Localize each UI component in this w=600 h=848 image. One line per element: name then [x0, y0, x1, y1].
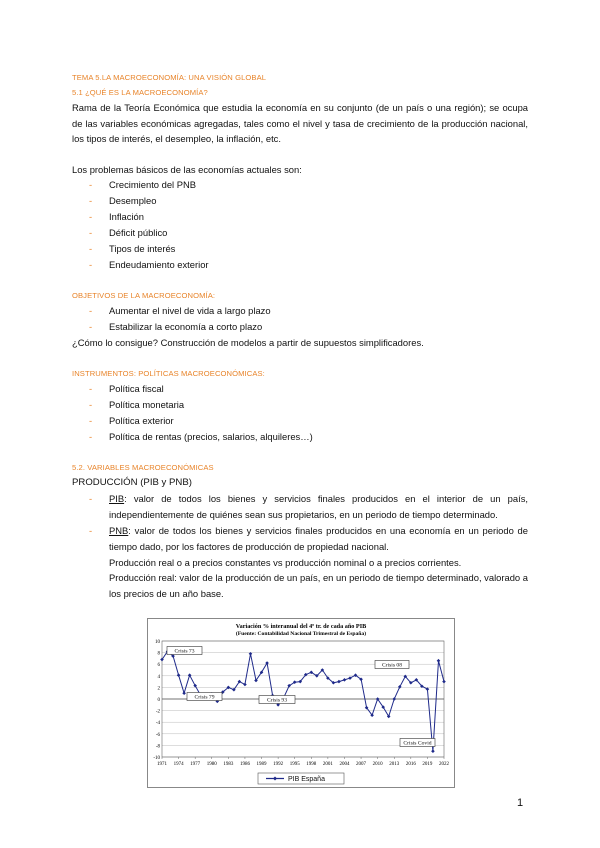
- x-tick-label: 1980: [206, 762, 217, 767]
- production-heading: PRODUCCIÓN (PIB y PNB): [72, 476, 192, 488]
- production-list: [72, 491, 528, 555]
- list-item: - Déficit público: [89, 227, 168, 239]
- list-item: - Aumentar el nivel de vida a largo plazo: [89, 305, 271, 317]
- data-point: [188, 673, 192, 677]
- y-tick-label: -6: [155, 732, 160, 738]
- list-item: - Desempleo: [89, 195, 157, 207]
- chart-subtitle: (Fuente: Contabilidad Nacional Trimestral de España): [235, 631, 367, 637]
- x-tick-label: 2004: [339, 762, 350, 767]
- x-tick-label: 1971: [157, 762, 167, 767]
- instruments-list: [72, 381, 528, 445]
- document-title: TEMA 5.LA MACROECONOMÍA: UNA VISIÓN GLOBAL: [72, 73, 267, 82]
- data-point: [243, 683, 247, 687]
- legend-label: PIB España: [288, 776, 325, 783]
- x-tick-label: 2022: [439, 762, 449, 767]
- data-point: [392, 697, 396, 701]
- x-tick-label: 1974: [173, 762, 184, 767]
- y-tick-label: -8: [155, 744, 160, 750]
- list-item: - Tipos de interés: [89, 243, 176, 255]
- how-paragraph: ¿Cómo lo consigue? Construcción de modelos a partir de supuestos simplificadores.: [72, 337, 424, 349]
- annotation-label: Crisis Covid: [403, 740, 432, 747]
- real-nominal-paragraph: Producción real o a precios constantes vs producción nominal o a precios corrientes.: [109, 556, 462, 568]
- list-item: - Crecimiento del PNB: [89, 179, 197, 191]
- real-definition-paragraph: Producción real: valor de la producción de un país, en un periodo de tiempo determinado, valorado a los precios de un año base.: [109, 572, 528, 599]
- y-tick-label: -2: [155, 709, 160, 715]
- data-point: [437, 659, 441, 663]
- section-5-1-heading: 5.1 ¿QUÉ ES LA MACROECONOMÍA?: [72, 88, 208, 97]
- data-point: [431, 749, 435, 753]
- y-tick-label: 0: [157, 698, 160, 703]
- y-tick-label: 8: [157, 651, 160, 657]
- list-item: - Política monetaria: [89, 398, 185, 410]
- x-tick-label: 1986: [239, 762, 250, 767]
- list-item: - Política fiscal: [89, 382, 164, 394]
- data-point: [343, 678, 347, 682]
- x-tick-label: 1983: [223, 762, 234, 767]
- data-point: [337, 680, 341, 684]
- section-5-2-heading: 5.2. VARIABLES MACROECONÓMICAS: [72, 462, 214, 472]
- x-tick-label: 1989: [256, 762, 267, 767]
- problems-intro: Los problemas básicos de las economías actuales son:: [72, 163, 302, 175]
- objectives-list: [72, 303, 528, 335]
- data-point: [398, 685, 402, 689]
- definition-paragraph: Rama de la Teoría Económica que estudia la economía en su conjunto (de un país o una región); se ocupa de las variables económicas agregadas, tales como el nivel y tasa de crecimiento de la producción nacional, los tipos de interés, el desempleo, la inflación, etc.: [72, 102, 528, 145]
- list-item: - Política exterior: [89, 414, 174, 426]
- y-tick-label: 6: [157, 663, 160, 669]
- x-tick-label: 2001: [322, 762, 333, 767]
- problems-list: [72, 177, 528, 273]
- list-item: - Inflación: [89, 211, 144, 223]
- list-item: - Política de rentas (precios, salarios, alquileres…): [89, 430, 313, 442]
- data-point: [182, 691, 186, 695]
- document-page: [72, 70, 528, 601]
- data-point: [442, 680, 446, 684]
- y-tick-label: -10: [153, 756, 160, 761]
- annotation-label: Crisis 79: [194, 694, 215, 701]
- x-tick-label: 1995: [289, 762, 300, 767]
- gdp-chart-svg: [148, 619, 454, 787]
- pib-term: PIB: [109, 492, 125, 504]
- x-tick-label: 1977: [190, 762, 201, 767]
- list-item: - Endeudamiento exterior: [89, 259, 209, 271]
- x-tick-label: 1992: [273, 762, 284, 767]
- list-item: - Estabilizar la economía a corto plazo: [89, 321, 263, 333]
- annotation-label: Crisis 93: [266, 697, 288, 704]
- page-number: 1: [517, 797, 524, 809]
- x-tick-label: 2013: [389, 762, 400, 767]
- x-tick-label: 1998: [306, 762, 317, 767]
- x-tick-label: 2019: [422, 762, 433, 767]
- y-tick-label: 2: [157, 686, 160, 692]
- x-tick-label: 2010: [372, 762, 383, 767]
- instruments-heading: INSTRUMENTOS: POLÍTICAS MACROECONÓMICAS:: [72, 368, 265, 378]
- data-point: [177, 673, 181, 677]
- chart-title: Variación % interanual del 4º tr. de cada año PIB: [235, 623, 367, 630]
- x-tick-label: 2007: [356, 762, 367, 767]
- y-tick-label: 4: [157, 674, 160, 680]
- data-point: [348, 676, 352, 680]
- annotation-label: Crisis 08: [381, 662, 403, 669]
- y-tick-label: 10: [155, 640, 160, 645]
- pnb-term: PNB: [109, 524, 129, 536]
- y-tick-label: -4: [155, 721, 160, 727]
- annotation-label: Crisis 73: [174, 648, 195, 655]
- objectives-heading: OBJETIVOS DE LA MACROECONOMÍA:: [72, 291, 216, 301]
- list-item-pib: - PIB: valor de todos los bienes y servicios finales producidos en el interior de un país, independientemente de quiénes sean sus propietarios, en un periodo de tiempo determinado.: [89, 492, 528, 520]
- list-item-pnb: - PNB: valor de todos los bienes y servicios finales producidos en una economía en un periodo de tiempo dado, por los factores de producción de propiedad nacional.: [89, 524, 528, 552]
- x-tick-label: 2016: [405, 762, 416, 767]
- gdp-chart: [147, 618, 455, 788]
